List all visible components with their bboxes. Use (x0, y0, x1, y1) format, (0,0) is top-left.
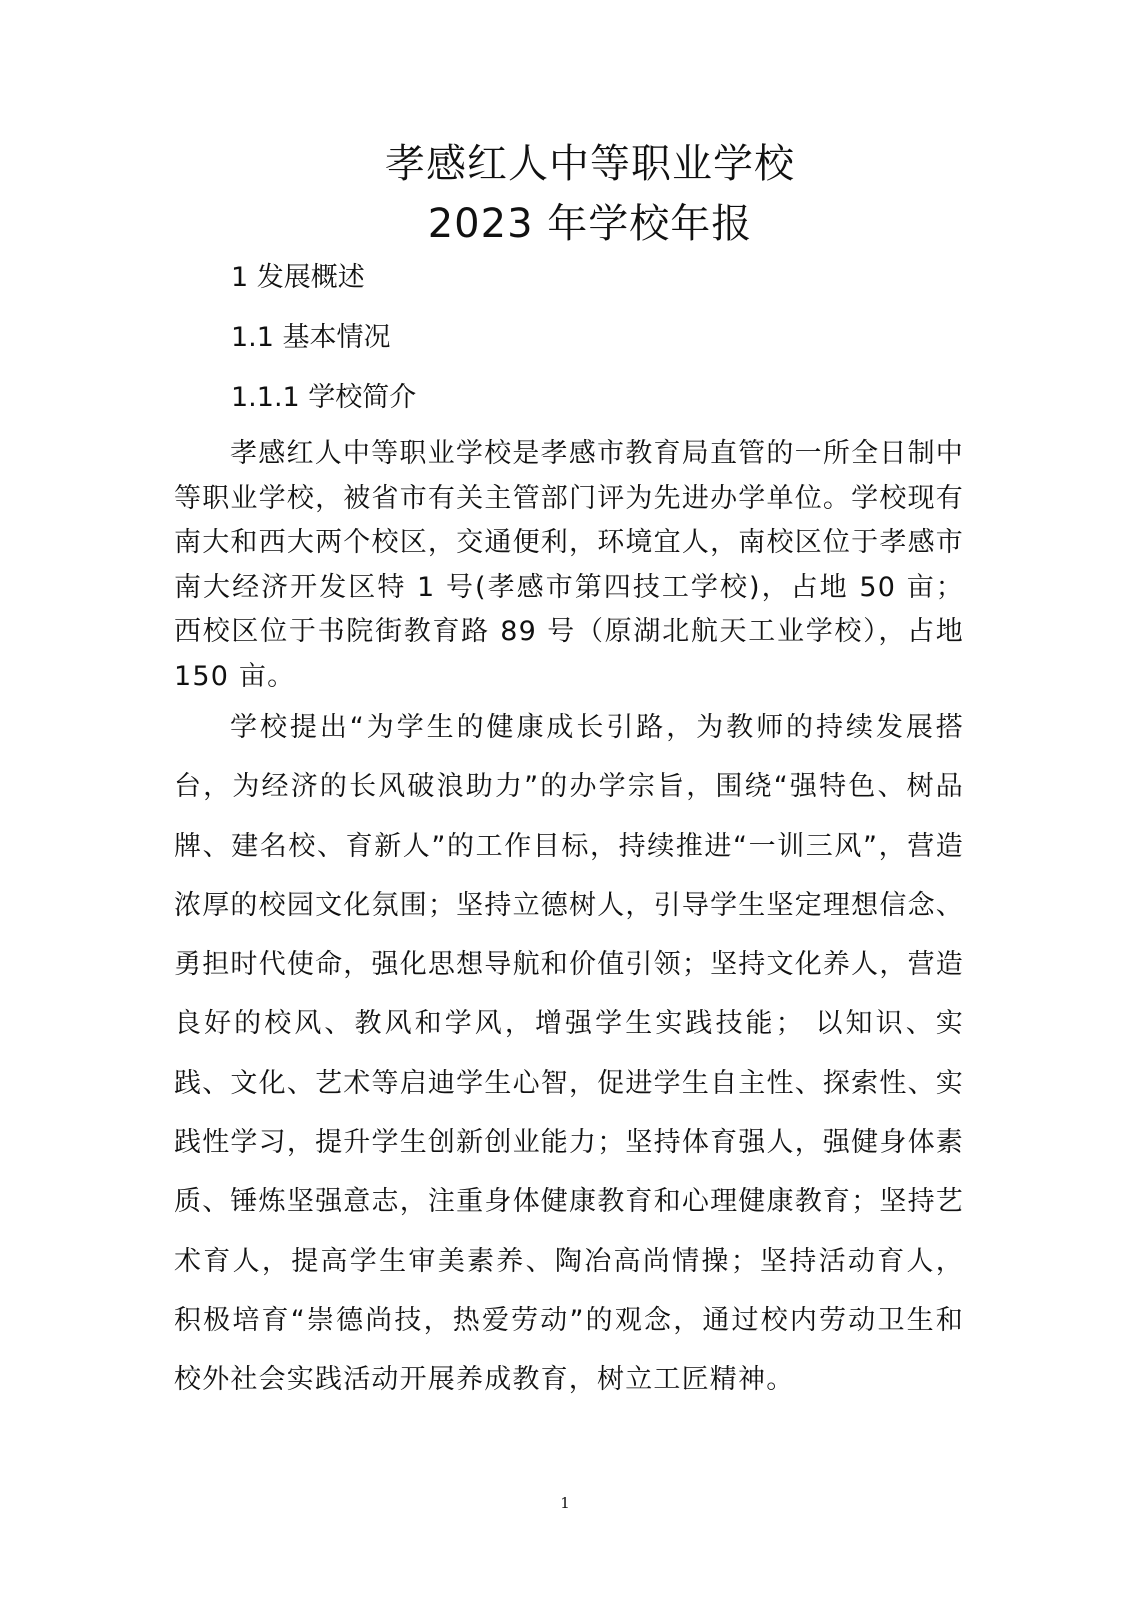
subsubsection-heading: 1.1.1 学校简介 (231, 382, 417, 413)
document-subtitle: 2023 年学校年报 (427, 201, 753, 247)
page-number: 1 (560, 1494, 570, 1512)
document-title: 孝感红人中等职业学校 (385, 141, 795, 187)
paragraph-school-mission: 学校提出“为学生的健康成长引路，为教师的持续发展搭台，为经济的长风破浪助力”的办学宗旨，围绕“强特色、树品牌、建名校、育新人”的工作目标，持续推进“一训三风”，营造浓厚的校园文化氛围；坚持立德树人，引导学生坚定理想信念、勇担时代使命，强化思想导航和价值引领；坚持文化养人，营造良好的校风、教风和学风，增强学生实践技能； 以知识、实践、文化、艺术等启迪学生心智，促进学生自主性、探索性、实践性学习，提升学生创新创业能力；坚持体育强人，强健身体素质、锤炼坚强意志，注重身体健康教育和心理健康教育；坚持艺术育人，提高学生审美素养、陶冶高尚情操；坚持活动育人， 积极培育“崇德尚技，热爱劳动”的观念，通过校内劳动卫生和校外社会实践活动开展养成教育，树立工匠精神。 (174, 712, 964, 1396)
paragraph-school-intro: 孝感红人中等职业学校是孝感市教育局直管的一所全日制中等职业学校，被省市有关主管部门评为先进办学单位。学校现有南大和西大两个校区，交通便利，环境宜人，南校区位于孝感市南大经济开发区特 1 号(孝感市第四技工学校)，占地 50 亩；西校区位于书院街教育路 89 号（原湖北航天工业学校），占地 150 亩。 (174, 438, 964, 692)
subsection-heading: 1.1 基本情况 (231, 322, 391, 353)
section-heading: 1 发展概述 (231, 262, 365, 293)
